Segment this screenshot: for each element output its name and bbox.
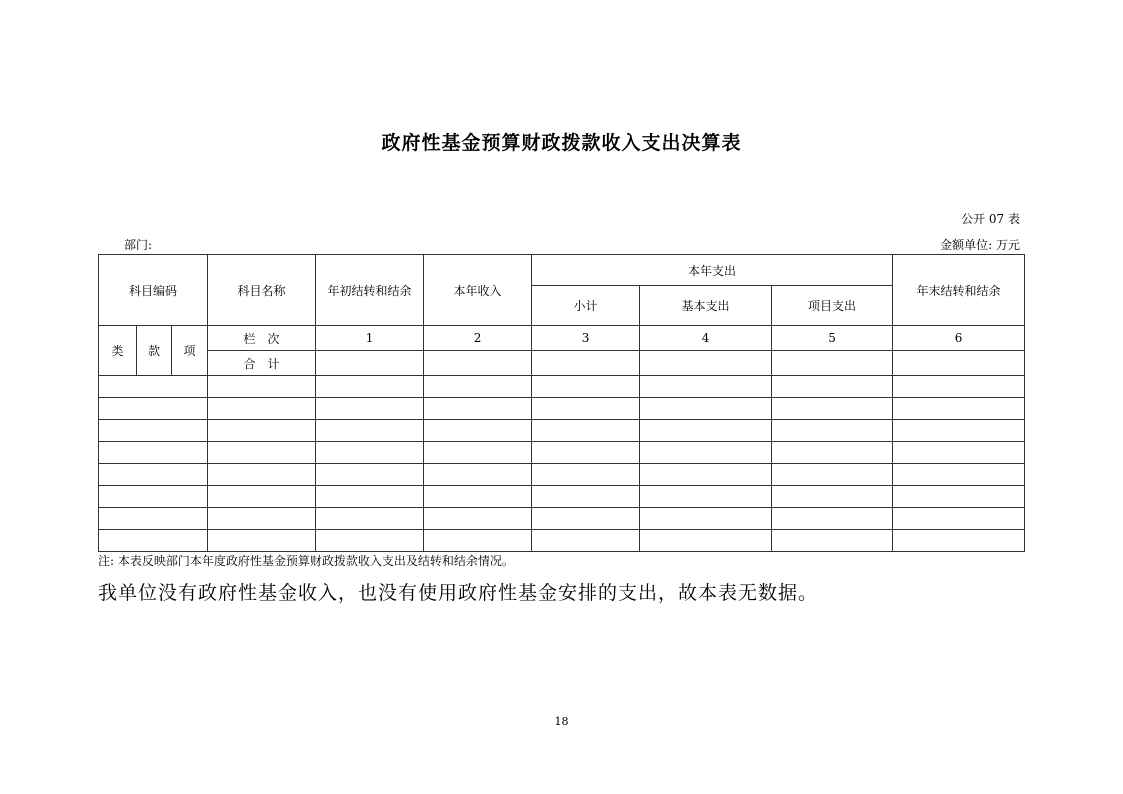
table-cell bbox=[640, 420, 772, 442]
table-cell bbox=[893, 464, 1025, 486]
table-cell bbox=[640, 442, 772, 464]
table-cell bbox=[532, 486, 640, 508]
table-cell bbox=[424, 376, 532, 398]
page-title: 政府性基金预算财政拨款收入支出决算表 bbox=[381, 132, 742, 154]
table-cell bbox=[893, 530, 1025, 552]
label-total: 合 计 bbox=[208, 351, 316, 376]
department-label: 部门: bbox=[124, 238, 153, 252]
table-cell bbox=[532, 442, 640, 464]
column-number: 4 bbox=[640, 326, 772, 351]
table-cell bbox=[772, 442, 893, 464]
table-number: 公开 07 表 bbox=[961, 212, 1020, 226]
column-number: 5 bbox=[772, 326, 893, 351]
table-cell bbox=[772, 376, 893, 398]
column-number: 6 bbox=[893, 326, 1025, 351]
header-kuan: 款 bbox=[137, 326, 172, 376]
column-number: 1 bbox=[316, 326, 424, 351]
page-number: 18 bbox=[554, 715, 569, 728]
table-cell bbox=[893, 508, 1025, 530]
table-cell bbox=[99, 442, 208, 464]
table-note: 注: 本表反映部门本年度政府性基金预算财政拨款收入支出及结转和结余情况。 bbox=[98, 554, 514, 568]
table-cell bbox=[893, 486, 1025, 508]
table-cell bbox=[532, 398, 640, 420]
table-cell bbox=[424, 420, 532, 442]
table-row bbox=[99, 464, 1025, 486]
budget-table bbox=[98, 254, 1025, 552]
column-number: 2 bbox=[424, 326, 532, 351]
table-cell bbox=[316, 398, 424, 420]
table-cell bbox=[208, 398, 316, 420]
table-row bbox=[99, 420, 1025, 442]
table-cell bbox=[316, 442, 424, 464]
table-cell bbox=[99, 376, 208, 398]
table-cell bbox=[316, 486, 424, 508]
table-row bbox=[99, 486, 1025, 508]
table-cell bbox=[424, 398, 532, 420]
header-code: 科目编码 bbox=[99, 255, 208, 326]
table-cell bbox=[772, 464, 893, 486]
table-row bbox=[99, 508, 1025, 530]
table-cell bbox=[99, 530, 208, 552]
header-project: 项目支出 bbox=[772, 286, 893, 326]
table-cell bbox=[99, 486, 208, 508]
column-number: 3 bbox=[532, 326, 640, 351]
table-cell bbox=[424, 486, 532, 508]
table-cell bbox=[640, 464, 772, 486]
table-cell bbox=[772, 398, 893, 420]
label-lanci: 栏 次 bbox=[208, 326, 316, 351]
total-cell bbox=[893, 351, 1025, 376]
header-begin-balance: 年初结转和结余 bbox=[316, 255, 424, 326]
table-cell bbox=[99, 420, 208, 442]
table-cell bbox=[316, 376, 424, 398]
table-row bbox=[99, 442, 1025, 464]
table-cell bbox=[893, 420, 1025, 442]
total-cell bbox=[772, 351, 893, 376]
table-cell bbox=[532, 530, 640, 552]
table-cell bbox=[208, 486, 316, 508]
table-cell bbox=[640, 530, 772, 552]
table-cell bbox=[893, 442, 1025, 464]
table-cell bbox=[316, 420, 424, 442]
header-lei: 类 bbox=[99, 326, 137, 376]
table-row bbox=[99, 376, 1025, 398]
table-cell bbox=[208, 442, 316, 464]
table-row bbox=[99, 398, 1025, 420]
unit-label: 金额单位: 万元 bbox=[940, 238, 1020, 252]
table-cell bbox=[208, 420, 316, 442]
table-cell bbox=[893, 398, 1025, 420]
header-end-balance: 年末结转和结余 bbox=[893, 255, 1025, 326]
table-cell bbox=[772, 508, 893, 530]
header-name: 科目名称 bbox=[208, 255, 316, 326]
total-cell bbox=[640, 351, 772, 376]
header-expense: 本年支出 bbox=[532, 255, 893, 286]
table-cell bbox=[893, 376, 1025, 398]
table-cell bbox=[532, 376, 640, 398]
table-cell bbox=[316, 464, 424, 486]
header-xiang: 项 bbox=[172, 326, 208, 376]
table-cell bbox=[424, 530, 532, 552]
table-cell bbox=[208, 464, 316, 486]
table-cell bbox=[640, 398, 772, 420]
table-cell bbox=[640, 376, 772, 398]
table-cell bbox=[208, 530, 316, 552]
table-cell bbox=[208, 376, 316, 398]
table-cell bbox=[424, 508, 532, 530]
table-cell bbox=[772, 486, 893, 508]
header-income: 本年收入 bbox=[424, 255, 532, 326]
table-cell bbox=[208, 508, 316, 530]
table-cell bbox=[772, 420, 893, 442]
total-cell bbox=[532, 351, 640, 376]
table-cell bbox=[640, 508, 772, 530]
table-cell bbox=[316, 508, 424, 530]
table-cell bbox=[99, 398, 208, 420]
table-cell bbox=[99, 508, 208, 530]
table-cell bbox=[424, 442, 532, 464]
header-subtotal: 小计 bbox=[532, 286, 640, 326]
table-cell bbox=[532, 508, 640, 530]
table-cell bbox=[99, 464, 208, 486]
header-basic: 基本支出 bbox=[640, 286, 772, 326]
table-row bbox=[99, 530, 1025, 552]
total-cell bbox=[316, 351, 424, 376]
table-cell bbox=[316, 530, 424, 552]
table-cell bbox=[424, 464, 532, 486]
table-cell bbox=[532, 420, 640, 442]
table-cell bbox=[532, 464, 640, 486]
no-data-statement: 我单位没有政府性基金收入，也没有使用政府性基金安排的支出，故本表无数据。 bbox=[98, 582, 819, 604]
table-cell bbox=[772, 530, 893, 552]
total-cell bbox=[424, 351, 532, 376]
table-cell bbox=[640, 486, 772, 508]
